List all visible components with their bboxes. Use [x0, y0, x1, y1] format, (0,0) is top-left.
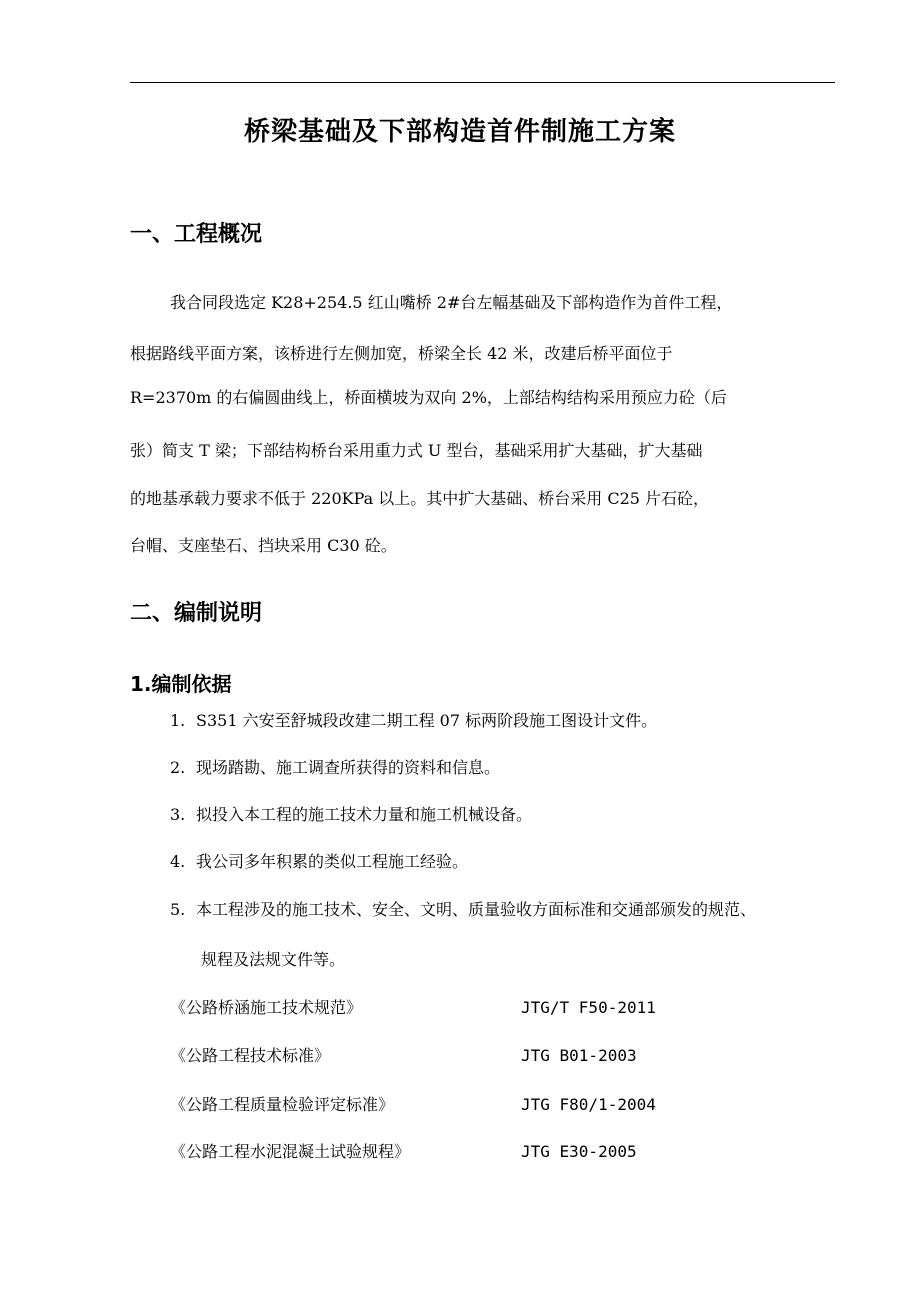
list-item: [170, 800, 532, 830]
list-item: [170, 753, 500, 783]
standard-name: 《公路工程水泥混凝土试验规程》: [170, 1142, 411, 1161]
overview-line-1: 我合同段选定 K28+254.5 红山嘴桥 2#台左幅基础及下部构造作为首件工程，: [170, 293, 733, 312]
standard-code: JTG/T F50-2011: [521, 998, 656, 1017]
list-number: 4.: [170, 852, 186, 871]
list-text: 本工程涉及的施工技术、安全、文明、质量验收方面标准和交通部颁发的规范、: [196, 900, 757, 919]
list-number: 1.: [170, 711, 186, 730]
overview-line-4: 张）简支 T 梁；下部结构桥台采用重力式 U 型台，基础采用扩大基础，扩大基础: [130, 441, 703, 460]
list-item-continuation: 规程及法规文件等。: [201, 950, 346, 969]
section-heading-compilation: 二、编制说明: [130, 601, 263, 626]
list-number: 2.: [170, 758, 186, 777]
list-item: [170, 706, 657, 736]
list-item: [170, 895, 756, 925]
overview-line-2: 根据路线平面方案，该桥进行左侧加宽，桥梁全长 42 米，改建后桥平面位于: [130, 344, 673, 363]
section-heading-overview: 一、工程概况: [130, 222, 263, 247]
list-text: 我公司多年积累的类似工程施工经验。: [196, 852, 469, 871]
overview-line-6: 台帽、支座垫石、挡块采用 C30 砼。: [130, 536, 397, 555]
standard-code: JTG B01-2003: [521, 1046, 637, 1065]
list-item: [170, 847, 468, 877]
subsection-heading-basis: 1.编制依据: [130, 672, 232, 696]
list-text: S351 六安至舒城段改建二期工程 07 标两阶段施工图设计文件。: [196, 711, 658, 730]
standard-code: JTG E30-2005: [521, 1142, 637, 1161]
overview-line-3: R=2370m 的右偏圆曲线上，桥面横坡为双向 2%，上部结构结构采用预应力砼（后: [130, 388, 727, 407]
list-text: 拟投入本工程的施工技术力量和施工机械设备。: [196, 805, 533, 824]
document-title: 桥梁基础及下部构造首件制施工方案: [243, 117, 676, 147]
list-text: 现场踏勘、施工调查所获得的资料和信息。: [196, 758, 501, 777]
standard-name: 《公路桥涵施工技术规范》: [170, 998, 363, 1017]
list-number: 3.: [170, 805, 186, 824]
list-number: 5.: [170, 900, 186, 919]
overview-line-5: 的地基承载力要求不低于 220KPa 以上。其中扩大基础、桥台采用 C25 片石砼，: [130, 489, 710, 508]
header-rule: [130, 82, 835, 83]
standard-name: 《公路工程技术标准》: [170, 1046, 331, 1065]
standard-code: JTG F80/1-2004: [521, 1095, 656, 1114]
standard-name: 《公路工程质量检验评定标准》: [170, 1095, 395, 1114]
